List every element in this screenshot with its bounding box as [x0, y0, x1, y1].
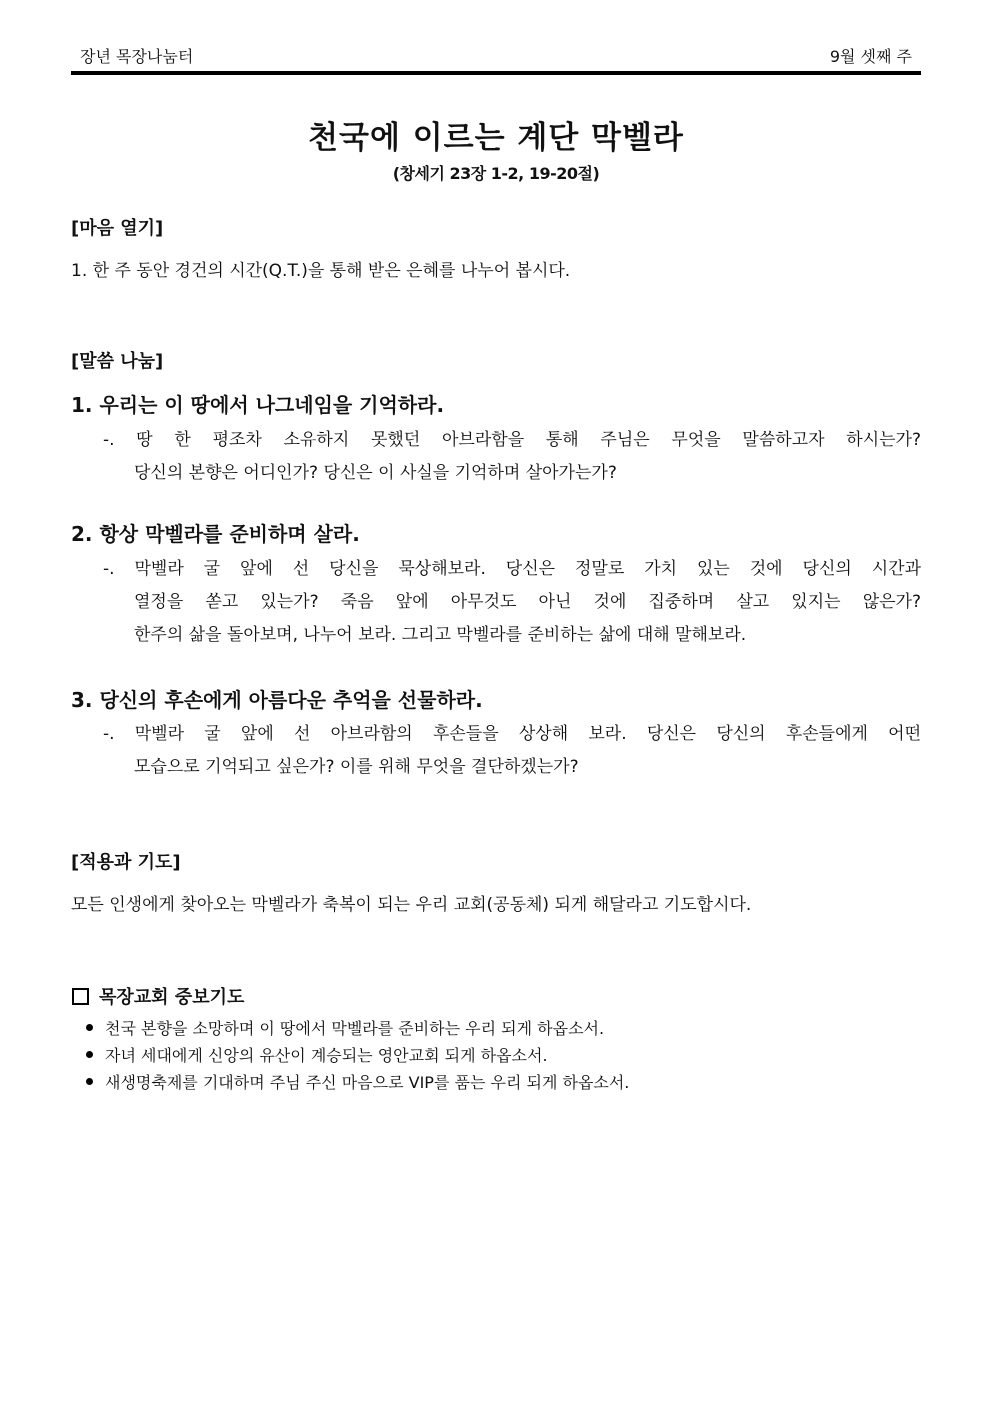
header-group-name: 장년 목장나눔터 — [80, 47, 194, 66]
question-1-title: 1. 우리는 이 땅에서 나그네임을 기억하라. — [71, 393, 445, 417]
word-sharing-heading: [말씀 나눔] — [71, 351, 164, 372]
list-item-text: 천국 본향을 소망하며 이 땅에서 막벨라를 준비하는 우리 되게 하옵소서. — [105, 1019, 605, 1038]
page-title: 천국에 이르는 계단 막벨라 — [308, 120, 684, 156]
list-item — [86, 1043, 548, 1066]
intercession-heading-label: 목장교회 중보기도 — [99, 987, 245, 1008]
opening-heading: [마음 열기] — [71, 218, 164, 239]
question-2-line-2: 열정을 쏟고 있는가? 죽음 앞에 아무것도 아닌 것에 집중하며 살고 있지는 않은가? — [134, 592, 921, 612]
bullet-icon — [86, 1078, 93, 1085]
question-2-line-3: 한주의 삶을 돌아보며, 나누어 보라. 그리고 막벨라를 준비하는 삶에 대해 말해보라. — [134, 625, 747, 645]
question-3-line-2: 모습으로 기억되고 싶은가? 이를 위해 무엇을 결단하겠는가? — [134, 757, 579, 777]
question-3-title: 3. 당신의 후손에게 아름다운 추억을 선물하라. — [71, 688, 483, 712]
question-2-title: 2. 항상 막벨라를 준비하며 살라. — [71, 522, 360, 546]
question-2-line-1: -. 막벨라 굴 앞에 선 당신을 묵상해보라. 당신은 정말로 가치 있는 것에 당신의 시간과 — [103, 559, 921, 579]
opening-text: 1. 한 주 동안 경건의 시간(Q.T.)을 통해 받은 은혜를 나누어 봅시다. — [71, 261, 571, 281]
header-divider — [71, 71, 921, 75]
intercession-heading — [72, 983, 244, 1009]
question-1-line-1: -. 땅 한 평조차 소유하지 못했던 아브라함을 통해 주님은 무엇을 말씀하고자 하시는가? — [103, 430, 921, 450]
list-item-text: 자녀 세대에게 신앙의 유산이 계승되는 영안교회 되게 하옵소서. — [105, 1046, 548, 1065]
question-3-line-1: -. 막벨라 굴 앞에 선 아브라함의 후손들을 상상해 보라. 당신은 당신의 후손들에게 어떤 — [103, 724, 921, 744]
bullet-icon — [86, 1051, 93, 1058]
bullet-icon — [86, 1024, 93, 1031]
list-item-text: 새생명축제를 기대하며 주님 주신 마음으로 VIP를 품는 우리 되게 하옵소서. — [105, 1073, 630, 1092]
application-heading: [적용과 기도] — [71, 852, 181, 873]
list-item — [86, 1016, 604, 1039]
header-week: 9월 셋째 주 — [829, 47, 912, 66]
checkbox-icon — [72, 988, 89, 1005]
question-1-line-2: 당신의 본향은 어디인가? 당신은 이 사실을 기억하며 살아가는가? — [134, 463, 617, 483]
scripture-reference: (창세기 23장 1-2, 19-20절) — [392, 164, 600, 183]
list-item — [86, 1070, 629, 1093]
application-text: 모든 인생에게 찾아오는 막벨라가 축복이 되는 우리 교회(공동체) 되게 해달라고 기도합시다. — [71, 895, 752, 915]
